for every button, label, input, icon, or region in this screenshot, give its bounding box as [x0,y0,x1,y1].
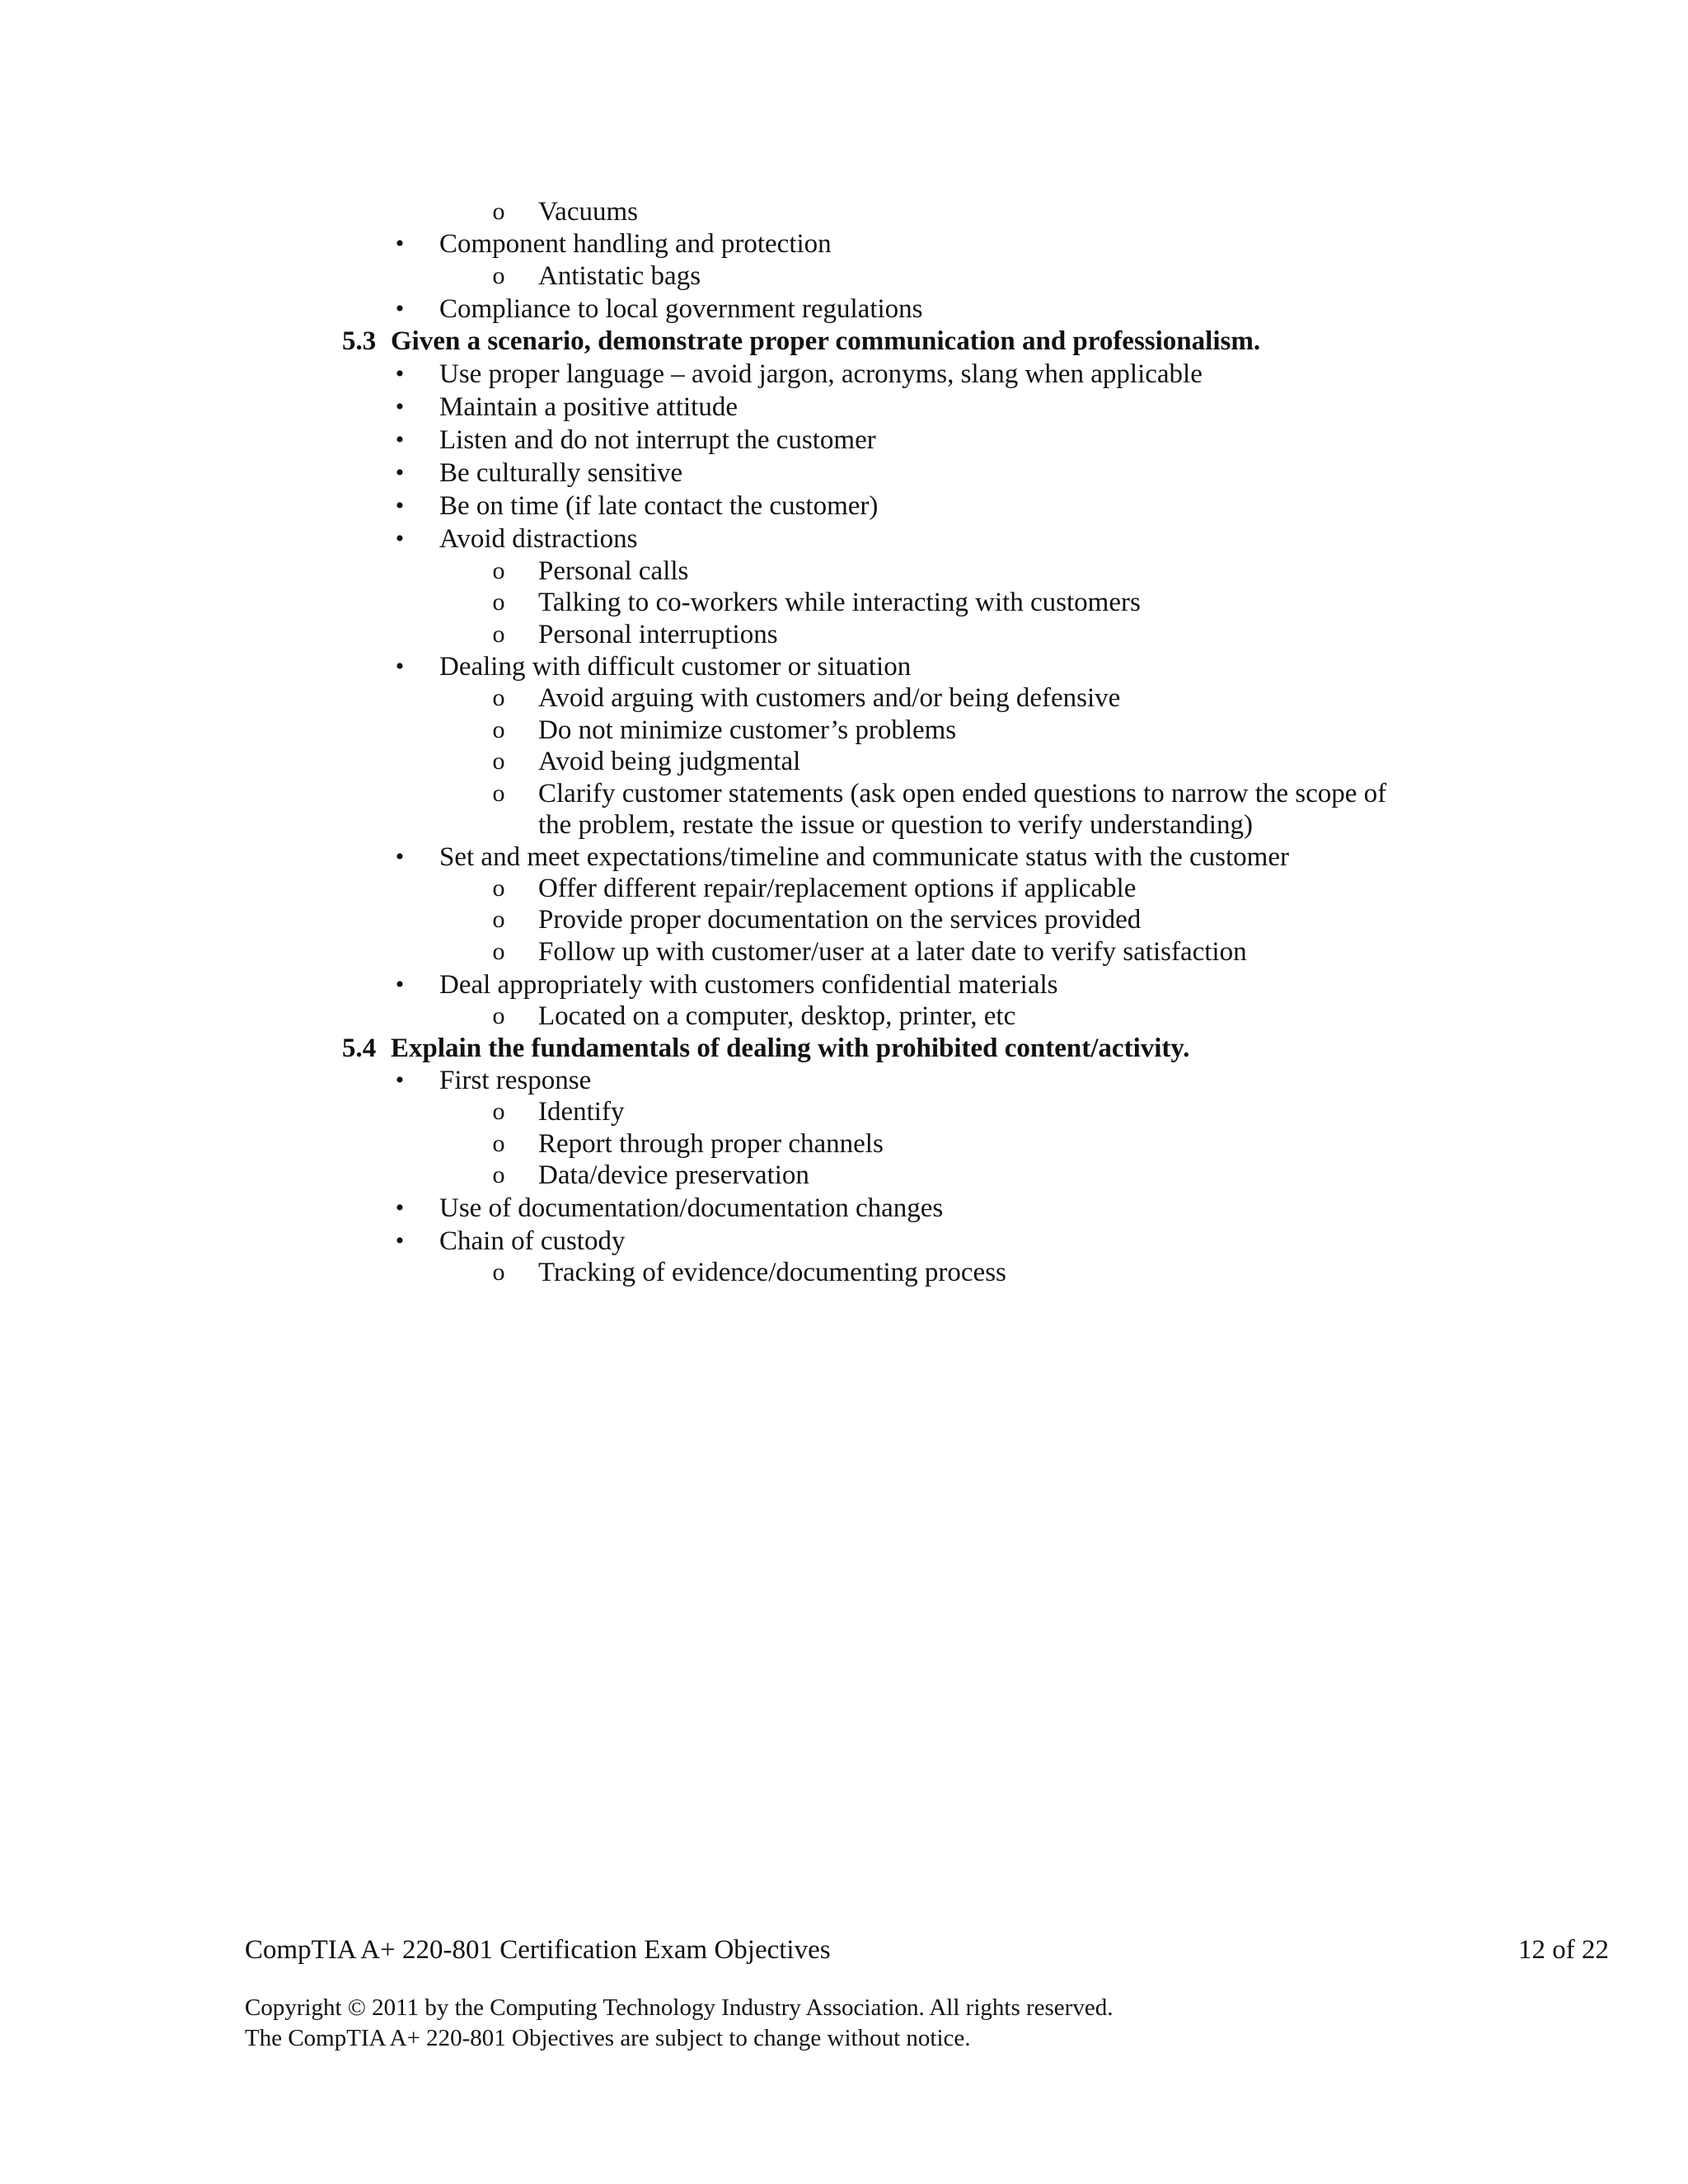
sub-item-text: Antistatic bags [538,261,701,291]
sub-item-text: Identify [538,1097,625,1127]
bullet-marker: • [395,971,405,998]
sub-item-text: Talking to co-workers while interacting with customers [538,588,1141,617]
sub-bullet-marker: o [492,588,505,616]
section-title: Explain the fundamentals of dealing with prohibited content/activity. [391,1033,1190,1063]
footer-document-title: CompTIA A+ 220-801 Certification Exam Objectives [245,1935,831,1965]
sub-item-text: Provide proper documentation on the services provided [538,905,1142,935]
footer-notice: The CompTIA A+ 220-801 Objectives are subject to change without notice. [245,2025,971,2051]
footer-page-number: 12 of 22 [1518,1935,1609,1965]
sub-item-text: Data/device preservation [538,1160,809,1190]
bullet-item-text: Listen and do not interrupt the customer [439,425,876,455]
sub-bullet-marker: o [492,684,505,711]
bullet-item-text: Set and meet expectations/timeline and communicate status with the customer [439,842,1289,872]
sub-bullet-marker: o [492,780,505,807]
bullet-marker: • [395,1194,405,1221]
bullet-marker: • [395,1066,405,1094]
sub-bullet-marker: o [492,748,505,775]
sub-item-text: Clarify customer statements (ask open ended questions to narrow the scope of [538,779,1387,808]
bullet-marker: • [395,492,405,519]
sub-bullet-marker: o [492,1098,505,1125]
bullet-item-text: Use of documentation/documentation changes [439,1193,944,1223]
bullet-item-text: Deal appropriately with customers confidential materials [439,970,1058,1000]
footer-copyright: Copyright © 2011 by the Computing Technology Industry Association. All rights reserved. [245,1994,1114,2021]
sub-bullet-marker: o [492,557,505,584]
bullet-marker: • [395,1227,405,1254]
bullet-marker: • [395,393,405,420]
bullet-item-text: Dealing with difficult customer or situation [439,652,912,682]
sub-bullet-marker: o [492,1161,505,1188]
sub-item-text: Do not minimize customer’s problems [538,715,957,745]
sub-item-text: Located on a computer, desktop, printer, etc [538,1001,1016,1031]
sub-item-text: Follow up with customer/user at a later date to verify satisfaction [538,937,1247,967]
sub-bullet-marker: o [492,1258,505,1286]
bullet-marker: • [395,230,405,257]
sub-bullet-marker: o [492,874,505,902]
sub-item-text: Avoid arguing with customers and/or being defensive [538,683,1121,713]
sub-item-text: Vacuums [538,197,638,227]
bullet-marker: • [395,360,405,387]
sub-bullet-marker: o [492,262,505,289]
bullet-item-text: Component handling and protection [439,229,832,259]
sub-bullet-marker: o [492,198,505,225]
sub-item-text: Tracking of evidence/documenting process [538,1258,1006,1287]
bullet-item-text: Be on time (if late contact the customer) [439,491,879,521]
sub-bullet-marker: o [492,716,505,743]
bullet-marker: • [395,843,405,870]
sub-bullet-marker: o [492,621,505,648]
bullet-marker: • [395,653,405,680]
bullet-marker: • [395,525,405,552]
bullet-marker: • [395,426,405,453]
sub-bullet-marker: o [492,938,505,965]
sub-bullet-marker: o [492,1002,505,1029]
sub-bullet-marker: o [492,1130,505,1157]
sub-item-text: the problem, restate the issue or question to verify understanding) [538,810,1253,840]
sub-item-text: Personal calls [538,556,689,586]
bullet-marker: • [395,295,405,322]
bullet-item-text: Avoid distractions [439,524,638,554]
section-title: Given a scenario, demonstrate proper communication and professionalism. [391,326,1261,356]
bullet-item-text: First response [439,1066,592,1095]
sub-bullet-marker: o [492,906,505,933]
sub-item-text: Personal interruptions [538,620,778,649]
bullet-item-text: Be culturally sensitive [439,458,683,488]
bullet-item-text: Chain of custody [439,1226,626,1256]
sub-item-text: Offer different repair/replacement options if applicable [538,874,1137,903]
sub-item-text: Avoid being judgmental [538,747,801,776]
section-number: 5.3 [342,326,377,356]
bullet-item-text: Maintain a positive attitude [439,392,738,422]
bullet-item-text: Use proper language – avoid jargon, acronyms, slang when applicable [439,359,1203,389]
section-number: 5.4 [342,1033,377,1063]
sub-item-text: Report through proper channels [538,1129,884,1159]
bullet-item-text: Compliance to local government regulations [439,294,923,324]
bullet-marker: • [395,459,405,486]
